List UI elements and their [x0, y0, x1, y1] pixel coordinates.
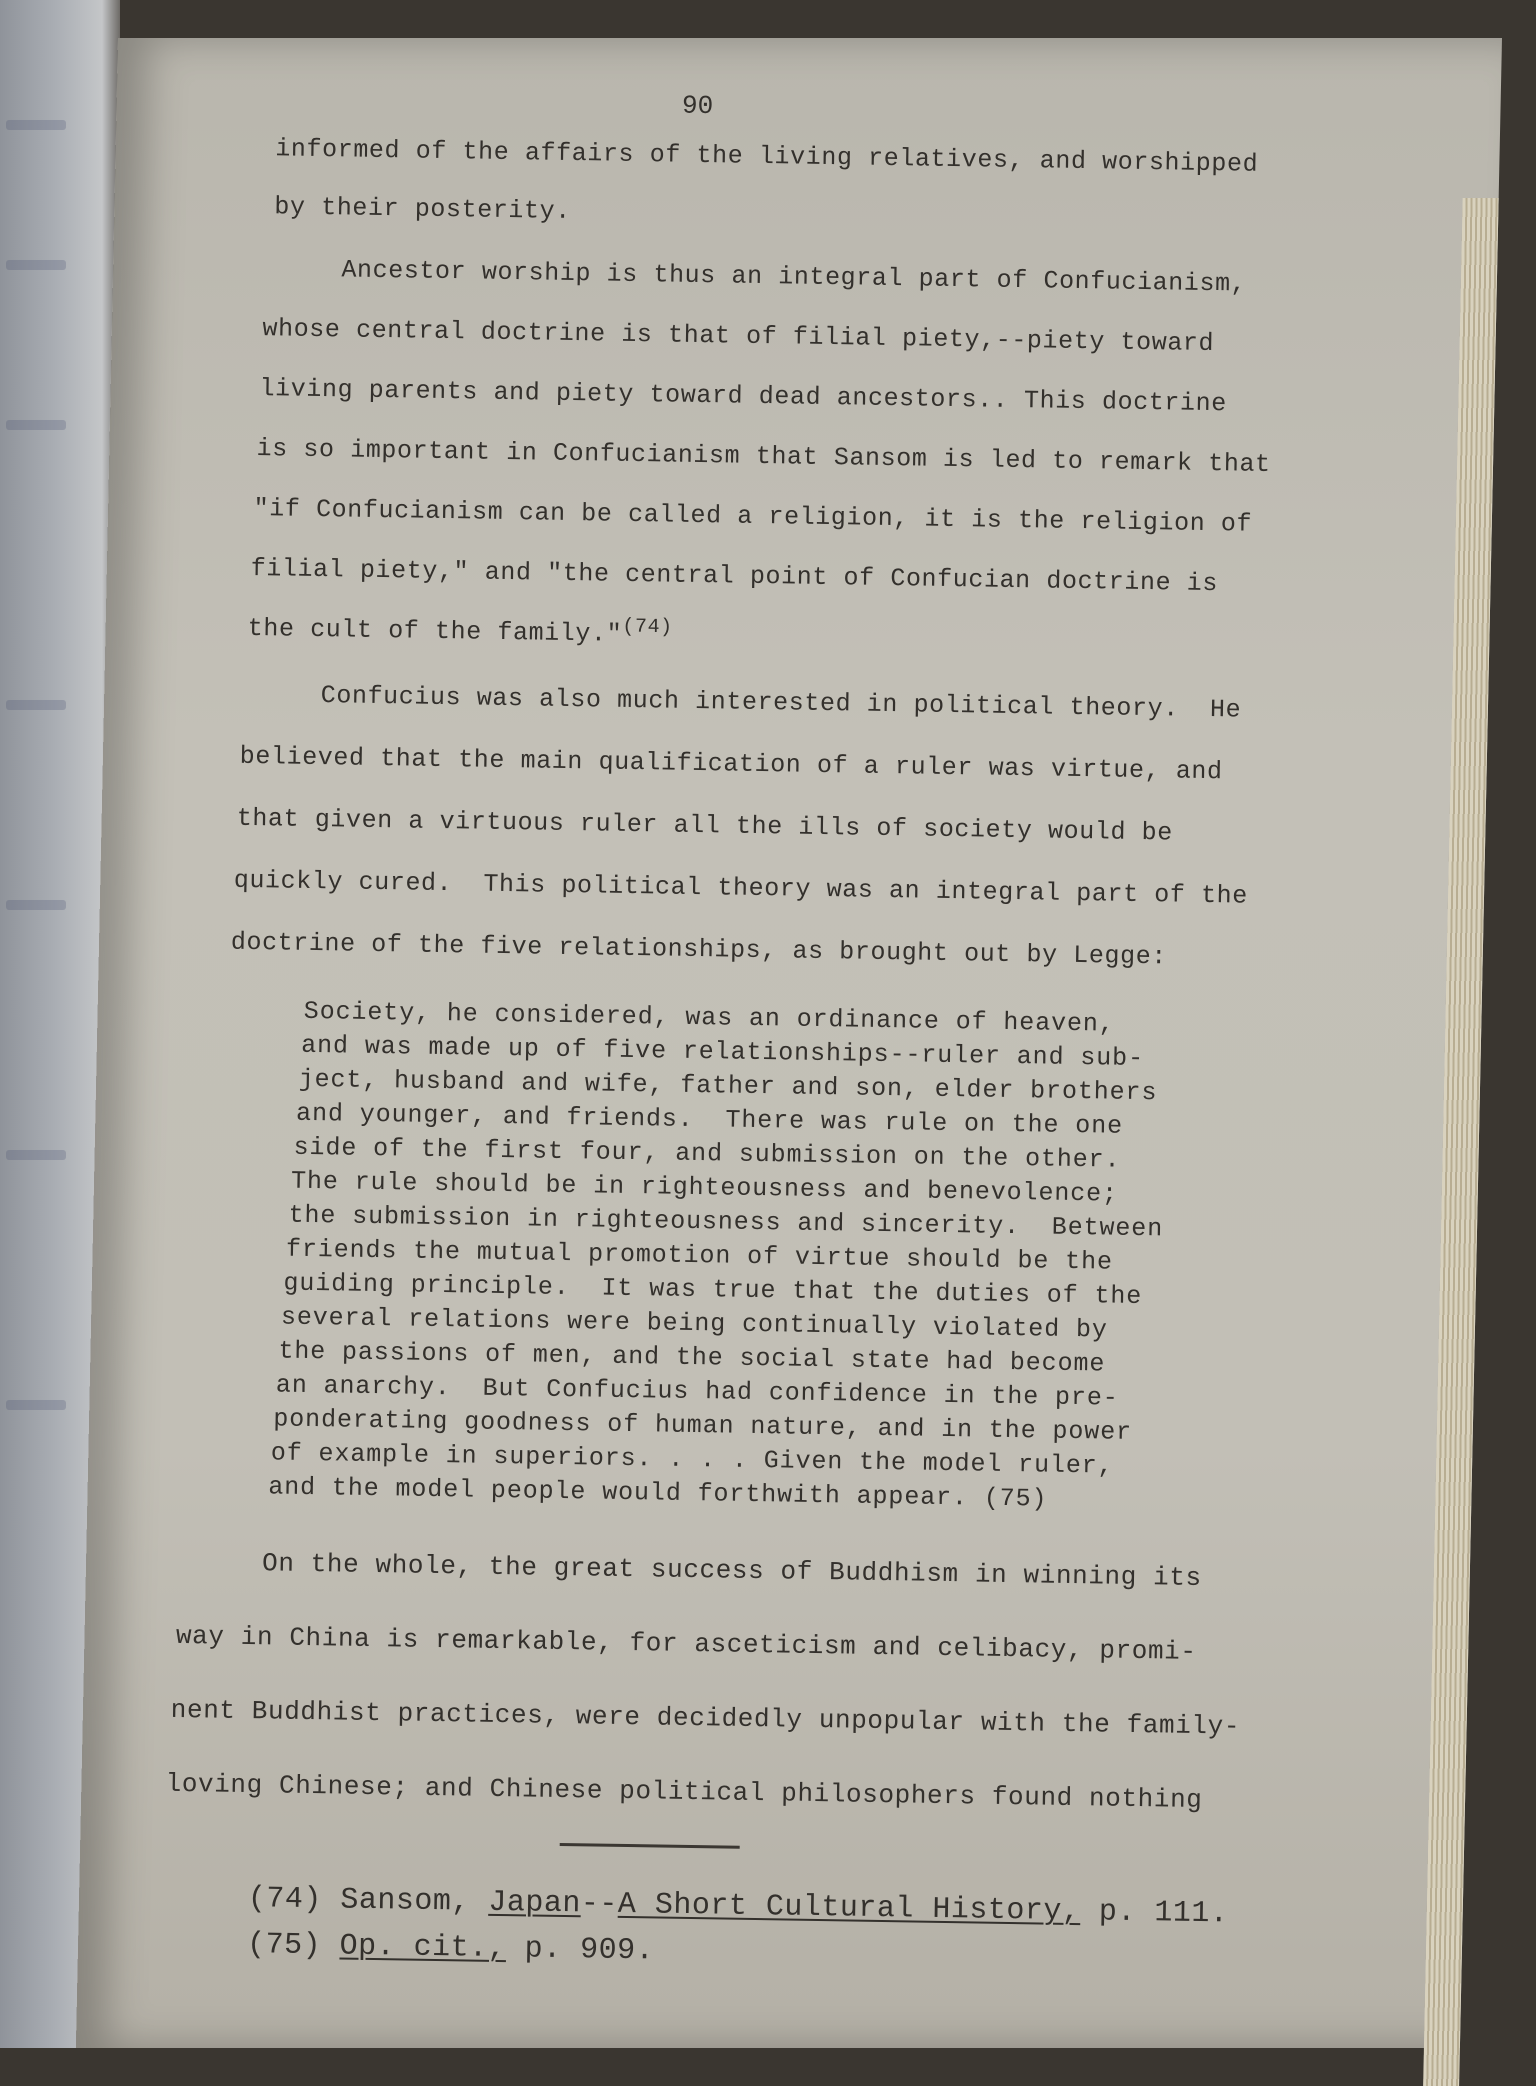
footnote-author: Sansom,	[340, 1883, 471, 1920]
footnote-75	[247, 1928, 655, 1968]
footnote-page: p. 111.	[1098, 1895, 1229, 1932]
footnote-ref: Op. cit.,	[339, 1929, 507, 1967]
body-line: loving Chinese; and Chinese political philosophers found nothing	[165, 1768, 1203, 1816]
body-line: "if Confucianism can be called a religion, it is the religion of	[253, 493, 1253, 539]
quote-line: Society, he considered, was an ordinance of heaven,	[303, 996, 1115, 1039]
body-line: whose central doctrine is that of filial piety,--piety toward	[262, 314, 1215, 359]
body-line: quickly cured. This political theory was an integral part of the	[233, 865, 1249, 911]
body-line: nent Buddhist practices, were decidedly unpopular with the family-	[170, 1694, 1241, 1742]
body-line: doctrine of the five relationships, as brought out by Legge:	[230, 927, 1168, 972]
body-line: Confucius was also much interested in political theory. He	[242, 679, 1242, 725]
page-number: 90	[681, 90, 714, 122]
body-line: living parents and piety toward dead ancestors.. This doctrine	[259, 374, 1228, 419]
body-line: believed that the main qualification of a ruler was virtue, and	[239, 741, 1223, 787]
body-line: is so important in Confucianism that Sansom is led to remark that	[256, 434, 1271, 479]
body-line-with-footnote	[248, 614, 673, 650]
footnote-ref-74: (74)	[622, 615, 673, 640]
body-text: the cult of the family."	[247, 613, 623, 649]
quote-line: friends the mutual promotion of virtue should be the	[285, 1234, 1114, 1277]
body-line: that given a virtuous ruler all the ills of society would be	[236, 803, 1174, 848]
quote-line: several relations were being continually violated by	[280, 1302, 1109, 1345]
footnote-dash: --	[580, 1887, 619, 1922]
body-line: way in China is remarkable, for asceticism and celibacy, promi-	[175, 1620, 1197, 1667]
quote-line: and was made up of five relationships--ruler and sub-	[301, 1030, 1145, 1074]
footnote-74	[248, 1882, 1229, 1931]
quote-line: of example in superiors. . . . Given the model ruler,	[270, 1438, 1114, 1481]
quote-line: the passions of men, and the social state had become	[278, 1336, 1106, 1379]
quote-line: an anarchy. But Confucius had confidence in the pre-	[275, 1370, 1119, 1413]
quote-line: ponderating goodness of human nature, and in the power	[273, 1404, 1133, 1447]
footnote-number: (74)	[247, 1882, 323, 1918]
quote-line: guiding principle. It was true that the duties of the	[283, 1268, 1143, 1312]
body-line: Ancestor worship is thus an integral part of Confucianism,	[263, 254, 1247, 299]
footnote-title: A Short Cultural History,	[617, 1887, 1081, 1930]
quote-line: the submission in righteousness and sincerity. Between	[288, 1200, 1164, 1244]
quote-line: ject, husband and wife, father and son, elder brothers	[298, 1064, 1158, 1108]
body-line: by their posterity.	[274, 192, 572, 226]
footnote-number: (75)	[246, 1928, 322, 1964]
footnote-page: p. 909.	[524, 1932, 655, 1969]
body-line: informed of the affairs of the living relatives, and worshipped	[275, 134, 1259, 179]
body-line: On the whole, the great success of Buddhism in winning its	[180, 1546, 1202, 1594]
quote-line: and the model people would forthwith appear. (75)	[268, 1472, 1048, 1514]
quote-line: and younger, and friends. There was rule on the one	[295, 1098, 1124, 1141]
quote-line: The rule should be in righteousness and benevolence;	[290, 1166, 1119, 1209]
quote-line: side of the first four, and submission on the other.	[293, 1132, 1121, 1175]
footnote-title: Japan	[488, 1885, 582, 1922]
body-line: filial piety," and "the central point of Confucian doctrine is	[250, 553, 1219, 599]
footnote-divider	[560, 1843, 740, 1849]
